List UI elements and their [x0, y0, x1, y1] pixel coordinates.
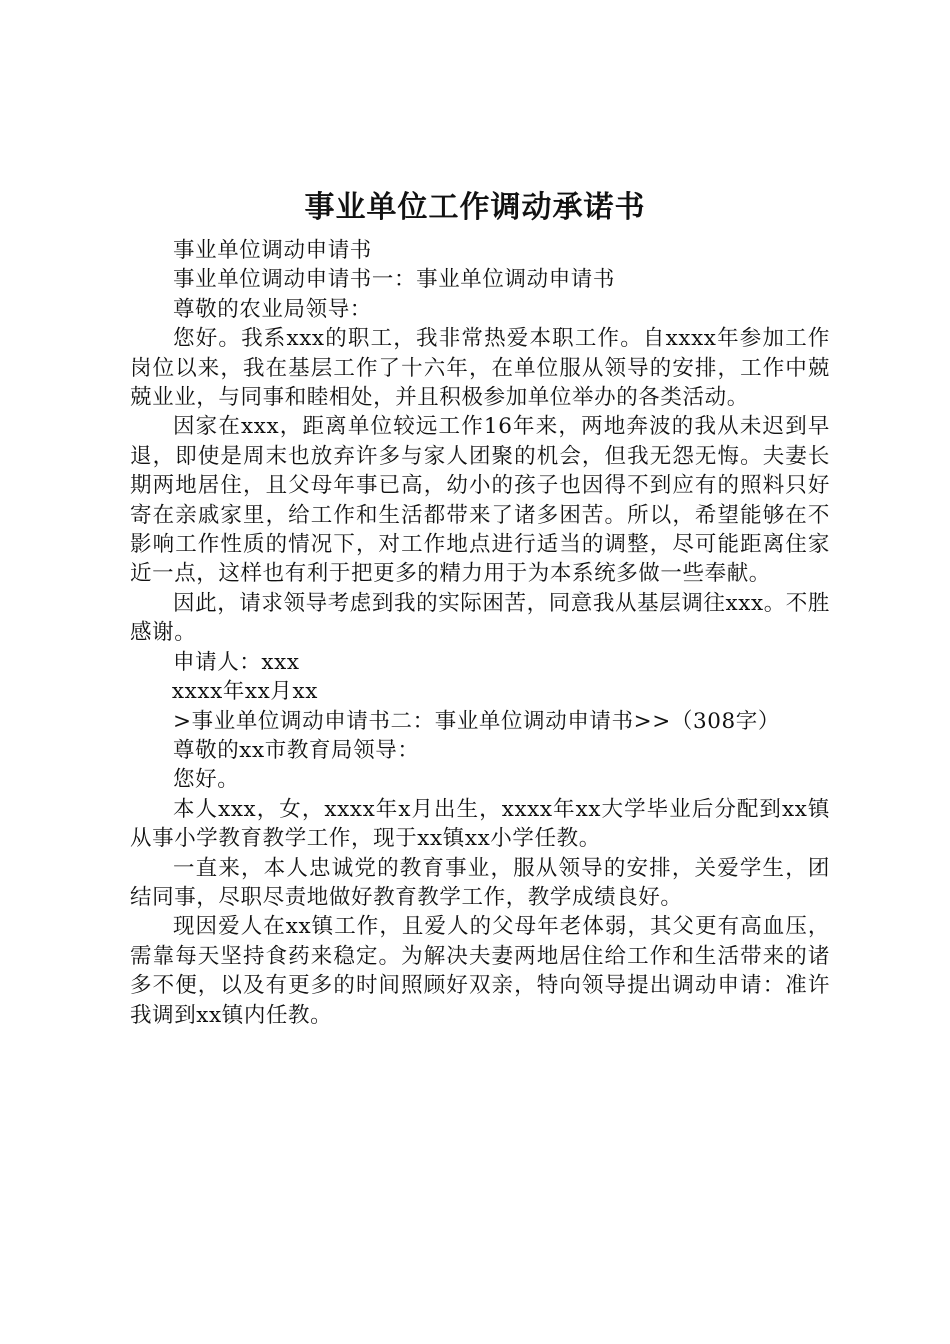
- paragraph-greeting-two: 您好。: [173, 767, 240, 793]
- paragraph-reason-one: 因家在xxx，距离单位较远工作16年来，两地奔波的我从未迟到早退，即使是周末也放弃许多与家人团聚的机会，但我无怨无悔。夫妻长期两地居住，且父母年事已高，幼小的孩子也因得不到应有的照料只好寄在亲戚家里，给工作和生活都带来了诸多困苦。所以，希望能够在不影响工作性质的情况下，对工作地点进行适当的调整，尽可能距离住家近一点，这样也有利于把更多的精力用于为本系统多做一些奉献。: [130, 414, 830, 587]
- document-body: [130, 236, 830, 1030]
- paragraph-salutation-two: 尊敬的xx市教育局领导：: [173, 737, 420, 763]
- paragraph-section-two-heading: >事业单位调动申请书二：事业单位调动申请书>>（308字）: [173, 708, 780, 734]
- paragraph-section-one-heading: 事业单位调动申请书一：事业单位调动申请书: [173, 267, 616, 293]
- paragraph-subtitle: 事业单位调动申请书: [173, 238, 372, 263]
- paragraph-request-one: 因此，请求领导考虑到我的实际困苦，同意我从基层调往xxx。不胜感谢。: [130, 590, 830, 646]
- paragraph-date: xxxx年xx月xx: [171, 679, 318, 705]
- paragraph-applicant: 申请人：xxx: [173, 649, 300, 675]
- document-title: 事业单位工作调动承诺书: [304, 190, 646, 225]
- paragraph-greeting-one: 您好。我系xxx的职工，我非常热爱本职工作。自xxxx年参加工作岗位以来，我在基层工作了十六年，在单位服从领导的安排，工作中兢兢业业，与同事和睦相处，并且积极参加单位举办的各类活动。: [130, 326, 830, 411]
- paragraph-self-intro: 本人xxx，女，xxxx年x月出生，xxxx年xx大学毕业后分配到xx镇从事小学教育教学工作，现于xx镇xx小学任教。: [130, 796, 830, 852]
- paragraph-salutation-one: 尊敬的农业局领导：: [173, 296, 372, 322]
- paragraph-reason-two: 现因爱人在xx镇工作，且爱人的父母年老体弱，其父更有高血压，需靠每天坚持食药来稳定。为解决夫妻两地居住给工作和生活带来的诸多不便，以及有更多的时间照顾好双亲，特向领导提出调动申请：准许我调到xx镇内任教。: [130, 914, 830, 1028]
- paragraph-work-record: 一直来，本人忠诚党的教育事业，服从领导的安排，关爱学生，团结同事，尽职尽责地做好教育教学工作，教学成绩良好。: [130, 855, 830, 910]
